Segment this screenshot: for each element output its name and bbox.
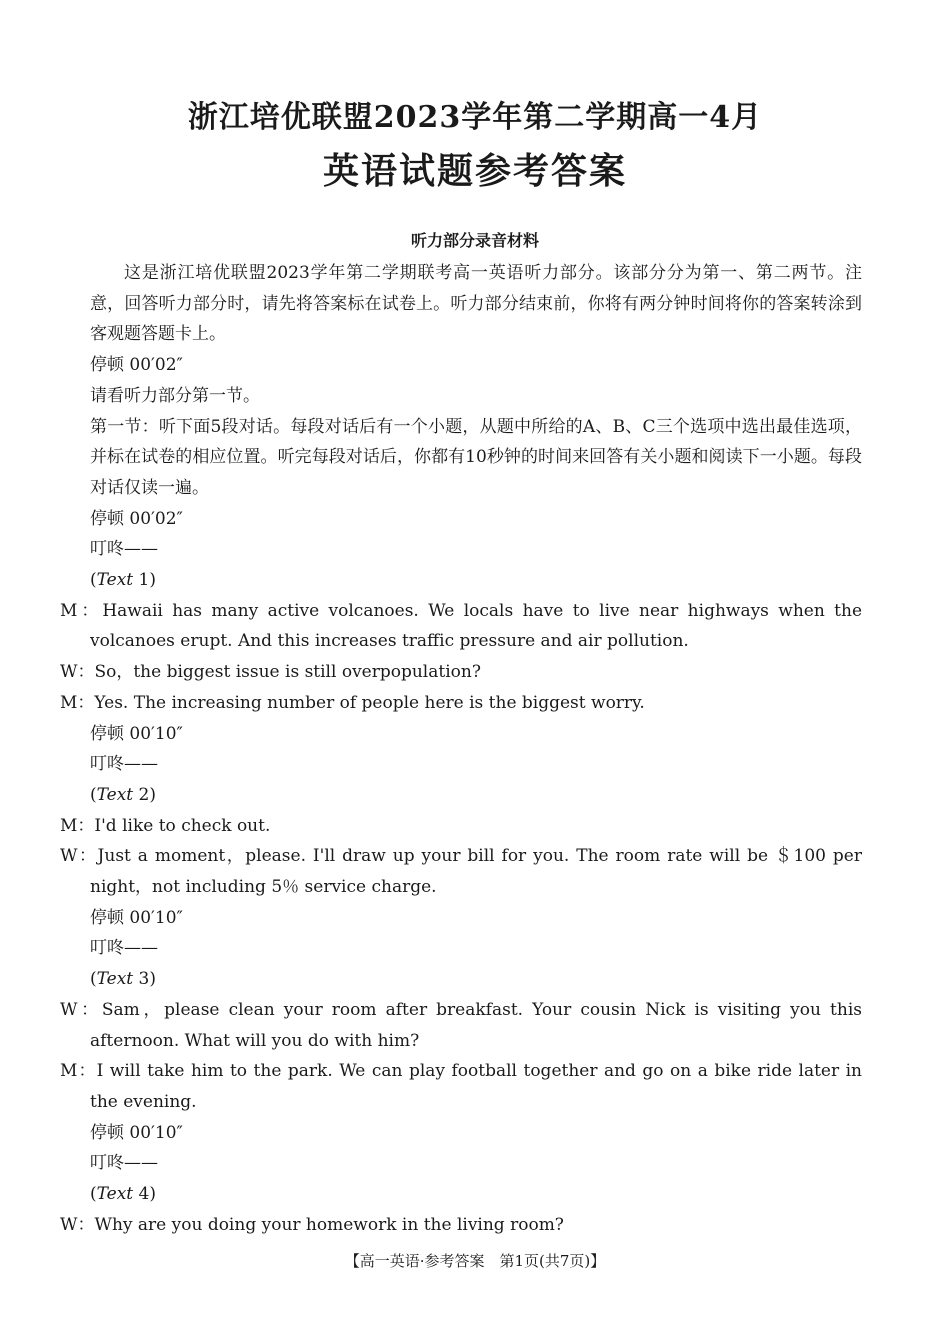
chime-line: 叮咚—— (90, 539, 158, 560)
dialogue-line: W：Sam，please clean your room after breakfast. Your cousin Nick is visiting you this afternoon. What will you do with him? (60, 999, 862, 1051)
page-footer: 【高一英语·参考答案 第1页(共7页)】 (344, 1252, 606, 1270)
intro-paragraph: 这是浙江培优联盟2023学年第二学期联考高一英语听力部分。该部分分为第一、第二两节。注意，回答听力部分时，请先将答案标在试卷上。听力部分结束前，你将有两分钟时间将你的答案转涂到客观题答题卡上。 (90, 263, 862, 345)
dialogue-line: M：Yes. The increasing number of people here is the biggest worry. (60, 692, 645, 713)
text-label: (Text 2) (90, 784, 156, 805)
transcript-body (60, 258, 862, 1241)
pause-line: 停顿 00′10″ (90, 723, 183, 744)
dialogue-line: W：Why are you doing your homework in the living room? (60, 1214, 564, 1235)
chime-line: 叮咚—— (90, 938, 158, 959)
section1-description: 第一节：听下面5段对话。每段对话后有一个小题，从题中所给的A、B、C三个选项中选出最佳选项，并标在试卷的相应位置。听完每段对话后，你都有10秒钟的时间来回答有关小题和阅读下一小题。每段对话仅读一遍。 (90, 416, 862, 498)
text-label: (Text 3) (90, 969, 156, 990)
answer-key-title: 英语试题参考答案 (322, 150, 627, 192)
text-label: (Text 1) (90, 570, 156, 591)
instruction-line: 请看听力部分第一节。 (90, 385, 260, 406)
text-label: (Text 4) (90, 1184, 156, 1205)
dialogue-line: M：Hawaii has many active volcanoes. We locals have to live near highways when the volcanoes erupt. And this increases traffic pressure and air pollution. (60, 600, 862, 652)
listening-transcript-heading: 听力部分录音材料 (410, 231, 539, 250)
dialogue-line: M：I'd like to check out. (60, 815, 271, 836)
dialogue-line: W：So，the biggest issue is still overpopulation? (60, 662, 481, 683)
dialogue-line: W：Just a moment，please. I'll draw up your bill for you. The room rate will be ＄100 per night，not including 5％ service charge. (60, 846, 862, 898)
pause-line: 停顿 00′02″ (90, 508, 183, 529)
chime-line: 叮咚—— (90, 754, 158, 775)
pause-line: 停顿 00′02″ (90, 355, 183, 376)
dialogue-line: M：I will take him to the park. We can play football together and go on a bike ride later in the evening. (60, 1061, 862, 1112)
exam-title: 浙江培优联盟2023学年第二学期高一4月 (187, 100, 763, 135)
pause-line: 停顿 00′10″ (90, 907, 183, 928)
pause-line: 停顿 00′10″ (90, 1122, 183, 1143)
chime-line: 叮咚—— (90, 1153, 158, 1174)
